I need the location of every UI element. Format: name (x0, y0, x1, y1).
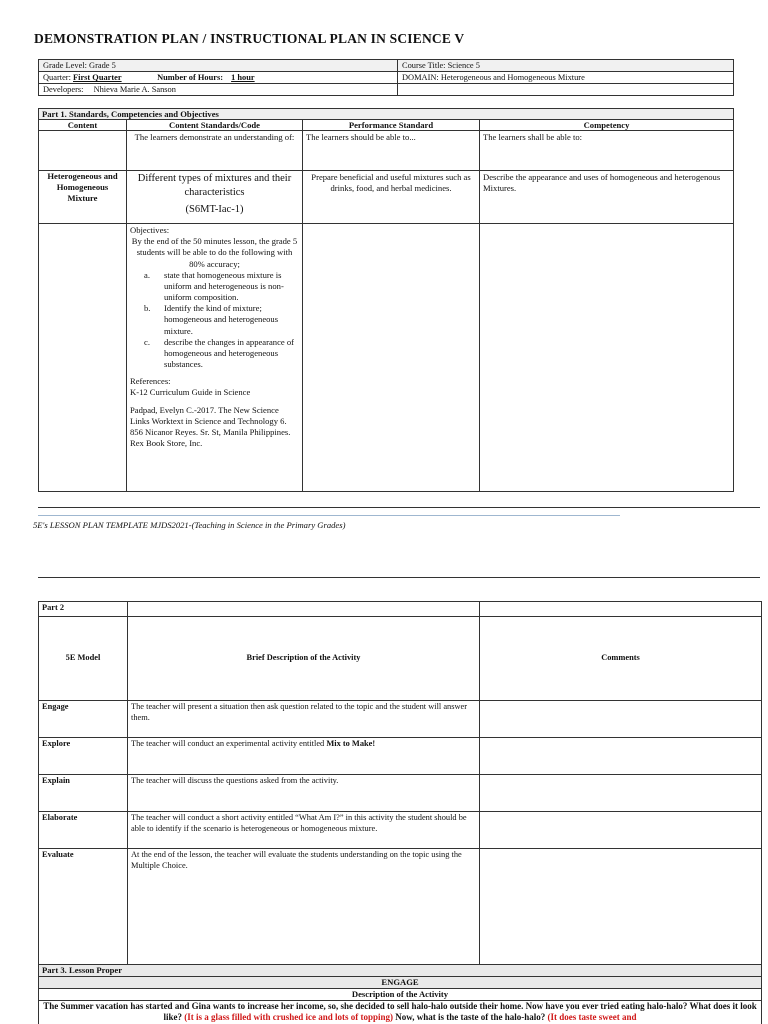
col-content: Content (39, 120, 127, 131)
row2-competency-2: Mixtures. (483, 183, 517, 194)
row2-content: Heterogeneous and Homogeneous Mixture (39, 171, 127, 224)
narrative-part-2: Now, what is the taste of the halo-halo? (393, 1012, 548, 1022)
divider-line (38, 507, 760, 508)
row2-standards-cell (127, 171, 303, 224)
part2-heading-empty (128, 602, 480, 617)
reference-2: Padpad, Evelyn C.-2017. The New Science Links Worktext in Science and Technology 6. 856 Nicanor Reyes. Sr. St, Manila Philippines. Rex Book Store, Inc. (130, 404, 291, 449)
objectives-label: Objectives: (130, 225, 170, 235)
objectives-cell (127, 224, 303, 492)
part3-heading: Part 3. Lesson Proper (39, 965, 762, 977)
stage-evaluate: Evaluate (39, 849, 128, 965)
col-standards: Content Standards/Code (127, 120, 303, 131)
col-comments: Comments (480, 617, 762, 701)
col-description: Brief Description of the Activity (128, 617, 480, 701)
row2-standards: Different types of mixtures and their characteristics (137, 173, 292, 198)
references-label: References: (130, 376, 171, 387)
explain-description: The teacher will discuss the questions asked from the activity. (128, 775, 480, 812)
row1-content (39, 131, 127, 171)
divider-line (38, 577, 760, 578)
part2-heading: Part 2 (39, 602, 128, 617)
objective-item: c. describe the changes in appearance of homogeneous and heterogeneous substances. (144, 336, 295, 370)
row1-performance: The learners should be able to... (303, 131, 480, 171)
part1-table (38, 108, 734, 492)
domain: DOMAIN: Heterogeneous and Homogeneous Mixture (398, 72, 734, 84)
part2-table (38, 601, 762, 965)
grade-level: Grade Level: Grade 5 (39, 60, 398, 72)
part3-table (38, 964, 762, 1024)
row2-competency-1: Describe the appearance and uses of homogeneous and heterogenous (483, 172, 721, 182)
evaluate-comments (480, 849, 762, 965)
reference-1: K-12 Curriculum Guide in Science (130, 387, 251, 398)
expected-answer-2: (It does taste sweet and (547, 1012, 637, 1022)
hours-value: 1 hour (231, 73, 255, 82)
developers-label: Developers: (43, 85, 84, 94)
elaborate-comments (480, 812, 762, 849)
col-competency: Competency (480, 120, 734, 131)
page-title: DEMONSTRATION PLAN / INSTRUCTIONAL PLAN IN SCIENCE V (34, 31, 465, 46)
info-empty-cell (398, 84, 734, 96)
stage-elaborate: Elaborate (39, 812, 128, 849)
objective-item: b. Identify the kind of mixture; homogeneous and heterogeneous mixture. (144, 303, 279, 336)
narrative-part-1: The Summer vacation has started and Gina wants to increase her income, so, she decided to sell halo-halo outside their home. Now have you ever tried eating halo-halo? What does it look like? (43, 1001, 757, 1022)
course-title: Course Title: Science 5 (398, 60, 734, 72)
explore-activity-title: Mix to Make! (326, 739, 376, 748)
row3-content (39, 224, 127, 492)
explore-description-cell (128, 738, 480, 775)
col-performance: Performance Standard (303, 120, 480, 131)
quarter-cell (39, 72, 398, 84)
explore-description: The teacher will conduct an experimental activity entitled (131, 739, 327, 748)
evaluate-description: At the end of the lesson, the teacher will evaluate the students understanding on the topic using the Multiple Choice. (128, 849, 480, 965)
row1-competency: The learners shall be able to: (480, 131, 734, 171)
stage-explain: Explain (39, 775, 128, 812)
stage-engage: Engage (39, 701, 128, 738)
row1-standards: The learners demonstrate an understanding of: (127, 131, 303, 171)
engage-comments (480, 701, 762, 738)
engage-narrative (39, 1001, 762, 1024)
objectives-list (130, 270, 299, 371)
part1-heading: Part 1. Standards, Competencies and Objectives (39, 109, 734, 120)
objectives-intro: By the end of the 50 minutes lesson, the grade 5 students will be able to do the following with 80% accuracy; (131, 236, 298, 269)
row3-competency (480, 224, 734, 492)
engage-description: The teacher will present a situation then ask question related to the topic and the student will answer them. (128, 701, 480, 738)
template-footer-note: 5E's LESSON PLAN TEMPLATE MJDS2021-(Teaching in Science in the Primary Grades) (33, 520, 346, 530)
footer-rule (38, 515, 620, 516)
stage-explore: Explore (39, 738, 128, 775)
part2-heading-empty (480, 602, 762, 617)
engage-heading: ENGAGE (39, 977, 762, 989)
elaborate-description: The teacher will conduct a short activity entitled “What Am I?” in this activity the student should be able to identify if the scenario is heterogeneous or homogeneous mixture. (128, 812, 480, 849)
col-5e-model: 5E Model (39, 617, 128, 701)
description-label: Description of the Activity (39, 989, 762, 1001)
row2-code: (S6MT-Iac-1) (185, 204, 244, 216)
hours-label: Number of Hours: (157, 73, 224, 82)
developers-value: Nhieva Marie A. Sanson (93, 85, 176, 94)
row2-performance: Prepare beneficial and useful mixtures such as drinks, food, and herbal medicines. (303, 171, 480, 224)
explain-comments (480, 775, 762, 812)
row2-competency-cell (480, 171, 734, 224)
quarter-label: Quarter: (43, 73, 71, 82)
row3-performance (303, 224, 480, 492)
info-table (38, 59, 734, 96)
explore-comments (480, 738, 762, 775)
expected-answer-1: (It is a glass filled with crushed ice and lots of topping) (184, 1012, 394, 1022)
developers-cell (39, 84, 398, 96)
quarter-value: First Quarter (73, 73, 122, 82)
objective-item: a. state that homogeneous mixture is uniform and heterogeneous is non-uniform composition. (144, 269, 284, 303)
